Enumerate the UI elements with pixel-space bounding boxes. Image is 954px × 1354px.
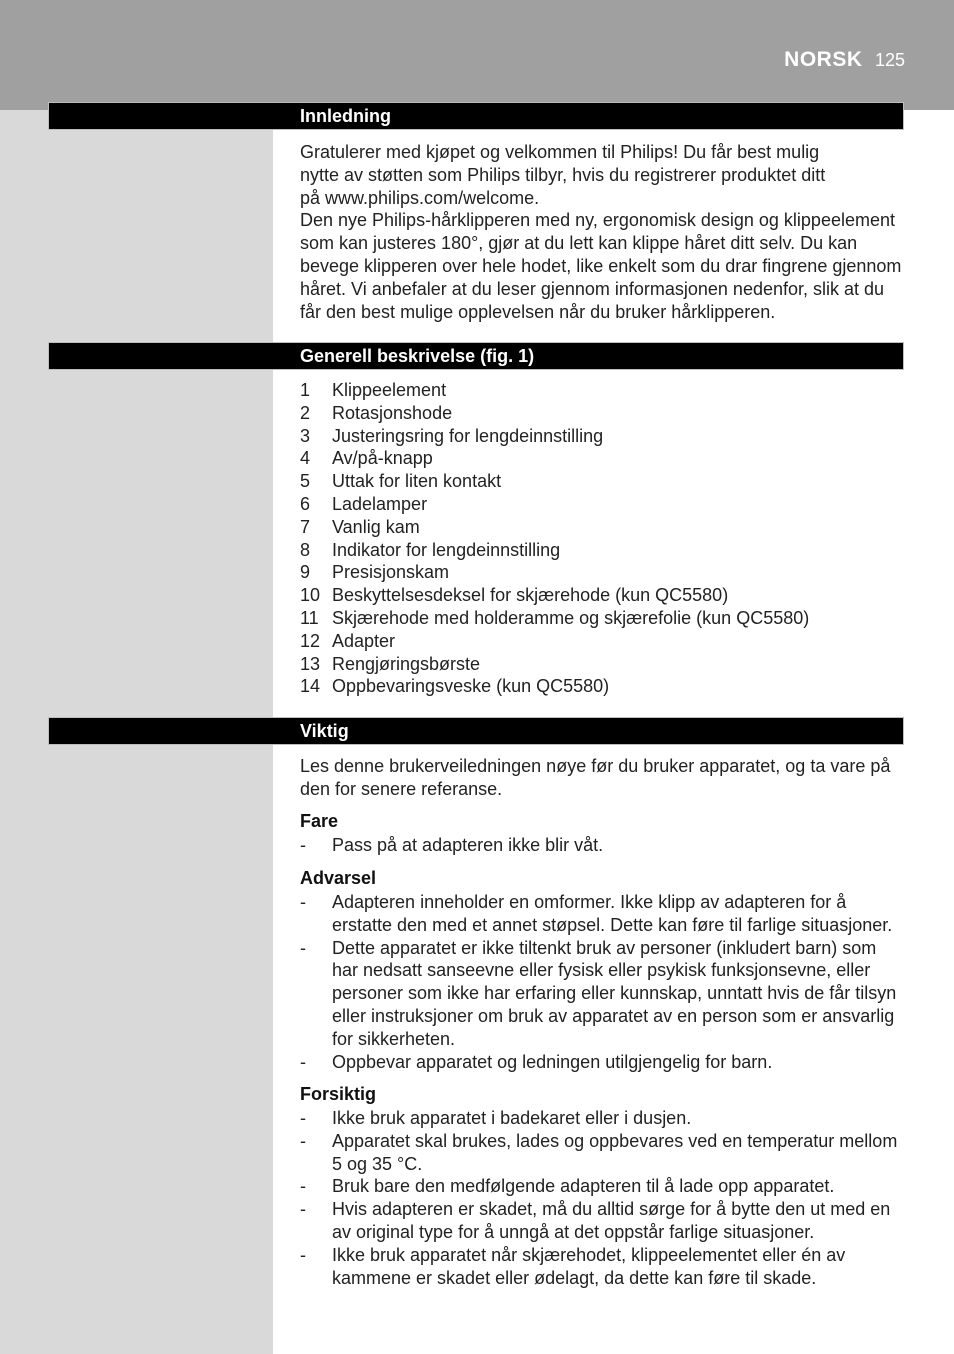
bullet-dash: -	[300, 835, 306, 855]
bullet-dash: -	[300, 1051, 306, 1072]
forsiktig-heading: Forsiktig	[300, 1084, 377, 1104]
item-text: Bruk bare den medfølgende adapteren til å lade opp apparatet.	[332, 1176, 835, 1197]
item-label: Ladelamper	[332, 493, 428, 514]
important-intro	[300, 755, 904, 801]
bullet-dash: -	[300, 1176, 306, 1197]
bullet-dash: -	[300, 1199, 306, 1220]
list-item	[300, 630, 904, 653]
bullet-dash: -	[300, 892, 306, 912]
item-number: 12	[300, 630, 321, 651]
list-item	[300, 402, 904, 425]
section-header-innledning	[48, 102, 904, 130]
item-number: 9	[300, 562, 311, 583]
fare-list	[300, 834, 904, 857]
section-title: Viktig	[300, 721, 349, 741]
item-label: Av/på-knapp	[332, 448, 433, 469]
list-item	[300, 675, 904, 698]
list-item	[300, 1130, 904, 1176]
item-label: Rotasjonshode	[332, 402, 453, 423]
item-label: Adapter	[332, 630, 396, 651]
bullet-dash: -	[300, 1108, 306, 1128]
list-item	[300, 516, 904, 539]
intro-text	[300, 141, 904, 323]
intro-paragraph-1: Gratulerer med kjøpet og velkommen til Philips! Du får best mulig nytte av støtten som Philips tilbyr, hvis du registrerer produktet ditt på www.philips.com/welcome.	[300, 142, 826, 208]
item-text: Adapteren inneholder en omformer. Ikke klipp av adapteren for å erstatte den med et annet støpsel. Dette kan føre til farlige situasjoner.	[332, 892, 893, 935]
intro-paragraph-2: Den nye Philips-hårklipperen med ny, ergonomisk design og klippeelement som kan justeres 180°, gjør at du lett kan klippe håret ditt selv. Du kan bevege klipperen over hele hodet, like enkelt som du drar fingrene gjennom håret. Vi anbefaler at du leser gjennom informasjonen nedenfor, slik at du får den best mulige opplevelsen når du bruker hårklipperen.	[300, 210, 902, 322]
item-number: 3	[300, 425, 311, 446]
item-label: Beskyttelsesdeksel for skjærehode (kun QC5580)	[332, 585, 729, 606]
item-text: Pass på at adapteren ikke blir våt.	[332, 835, 604, 855]
list-item	[300, 493, 904, 516]
list-item	[300, 447, 904, 470]
list-item	[300, 1175, 904, 1198]
item-label: Klippeelement	[332, 380, 447, 400]
item-number: 14	[300, 676, 321, 697]
item-label: Uttak for liten kontakt	[332, 471, 502, 492]
item-label: Presisjonskam	[332, 562, 450, 583]
bullet-dash: -	[300, 937, 306, 958]
item-label: Indikator for lengdeinnstilling	[332, 539, 561, 560]
list-item	[300, 561, 904, 584]
item-text: Oppbevar apparatet og ledningen utilgjengelig for barn.	[332, 1051, 773, 1072]
list-item	[300, 379, 904, 402]
list-item	[300, 425, 904, 448]
item-label: Vanlig kam	[332, 516, 420, 537]
item-number: 5	[300, 471, 311, 492]
section-header-viktig	[48, 717, 904, 745]
bullet-dash: -	[300, 1130, 306, 1151]
item-label: Oppbevaringsveske (kun QC5580)	[332, 676, 610, 697]
item-label: Justeringsring for lengdeinnstilling	[332, 425, 604, 446]
list-item	[300, 653, 904, 676]
item-number: 8	[300, 539, 311, 560]
item-number: 2	[300, 402, 311, 423]
right-margin	[905, 110, 954, 1354]
section-title: Innledning	[300, 106, 391, 126]
list-item	[300, 1051, 904, 1074]
item-number: 1	[300, 380, 311, 400]
item-text: Hvis adapteren er skadet, må du alltid sørge for å bytte den ut med en av original type for å unngå at det oppstår farlige situasjoner.	[332, 1199, 891, 1242]
item-text: Apparatet skal brukes, lades og oppbevares ved en temperatur mellom 5 og 35 °C.	[332, 1130, 898, 1174]
item-text: Dette apparatet er ikke tiltenkt bruk av personer (inkludert barn) som har nedsatt sanseevne eller fysisk eller psykisk funksjonsevne, eller personer som ikke har erfaring eller kunnskap, unntatt hvis de får tilsyn eller instruksjoner om bruk av apparatet av en person som er ansvarlig for sikkerheten.	[332, 937, 897, 1049]
list-item	[300, 1198, 904, 1244]
item-number: 4	[300, 448, 311, 469]
item-text: Ikke bruk apparatet når skjærehodet, klippeelementet eller én av kammene er skadet eller ødelagt, da dette kan føre til skade.	[332, 1244, 846, 1288]
list-item	[300, 834, 904, 857]
list-item	[300, 584, 904, 607]
list-item	[300, 607, 904, 630]
parts-list	[300, 379, 904, 698]
item-label: Rengjøringsbørste	[332, 653, 481, 674]
important-intro-paragraph: Les denne brukerveiledningen nøye før du bruker apparatet, og ta vare på den for senere referanse.	[300, 756, 891, 799]
language-label: NORSK	[784, 48, 863, 71]
page-header	[784, 48, 905, 72]
fare-heading: Fare	[300, 811, 339, 831]
list-item	[300, 1244, 904, 1290]
item-number: 11	[300, 607, 319, 628]
list-item	[300, 470, 904, 493]
list-item	[300, 937, 904, 1051]
section-header-general-description	[48, 342, 904, 370]
forsiktig-list	[300, 1107, 904, 1289]
item-text: Ikke bruk apparatet i badekaret eller i dusjen.	[332, 1108, 692, 1128]
advarsel-list	[300, 891, 904, 1073]
page-number: 125	[874, 50, 905, 70]
item-label: Skjærehode med holderamme og skjærefolie (kun QC5580)	[332, 607, 810, 628]
item-number: 13	[300, 653, 321, 674]
list-item	[300, 891, 904, 937]
bullet-dash: -	[300, 1244, 306, 1265]
item-number: 10	[300, 585, 321, 606]
list-item	[300, 539, 904, 562]
list-item	[300, 1107, 904, 1130]
section-title: Generell beskrivelse (fig. 1)	[300, 346, 535, 366]
advarsel-heading: Advarsel	[300, 868, 377, 888]
item-number: 7	[300, 516, 311, 537]
item-number: 6	[300, 493, 311, 514]
